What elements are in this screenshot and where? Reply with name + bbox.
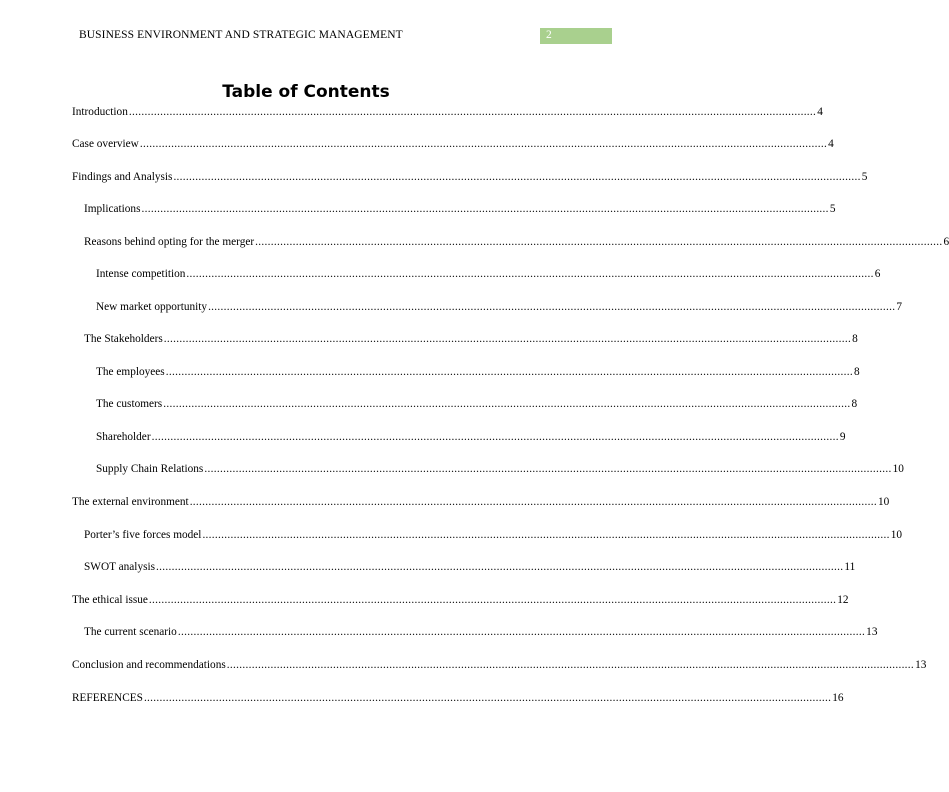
toc-entry-title: Reasons behind opting for the merger (84, 236, 255, 248)
toc-entry[interactable] (72, 691, 844, 705)
toc-entry-page: 4 (817, 106, 823, 118)
toc-leader-dots: ............................................................................................................................................................................................................................ (189, 496, 878, 508)
toc-title: Table of Contents (222, 82, 390, 102)
toc-entry-title: Porter’s five forces model (84, 529, 202, 541)
toc-leader-dots: ............................................................................................................................................................................................................................ (186, 268, 874, 280)
toc-entry[interactable] (96, 430, 846, 444)
toc-entry[interactable] (72, 105, 823, 119)
toc-entry[interactable] (96, 267, 881, 281)
running-header-title: BUSINESS ENVIRONMENT AND STRATEGIC MANAGEMENT (79, 29, 403, 41)
toc-entry-page: 16 (832, 692, 844, 704)
toc-leader-dots: ............................................................................................................................................................................................................................ (173, 171, 861, 183)
toc-entry[interactable] (96, 365, 860, 379)
toc-entry-page: 4 (828, 138, 834, 150)
toc-entry[interactable] (96, 397, 858, 411)
toc-entry-title: Shareholder (96, 431, 151, 443)
toc-entry[interactable] (72, 170, 868, 184)
toc-entry-page: 8 (852, 333, 858, 345)
toc-entry-page: 10 (890, 529, 903, 541)
toc-leader-dots: ............................................................................................................................................................................................................................ (204, 463, 892, 475)
toc-leader-dots: ............................................................................................................................................................................................................................ (255, 236, 943, 248)
toc-entry-page: 11 (844, 561, 856, 573)
page-number: 2 (546, 29, 552, 41)
toc-entry-title: The employees (96, 366, 165, 378)
toc-entry-title: The external environment (72, 496, 189, 508)
toc-entry-title: Case overview (72, 138, 139, 150)
toc-entry-title: Findings and Analysis (72, 171, 173, 183)
toc-entry-title: Introduction (72, 106, 128, 118)
toc-entry-title: Supply Chain Relations (96, 463, 204, 475)
toc-entry-title: SWOT analysis (84, 561, 156, 573)
toc-leader-dots: ............................................................................................................................................................................................................................ (202, 529, 890, 541)
toc-entry[interactable] (84, 625, 878, 639)
toc-entry-page: 13 (866, 626, 878, 638)
toc-entry-title: New market opportunity (96, 301, 208, 313)
toc-entry-page: 6 (874, 268, 881, 280)
toc-entry-page: 12 (837, 594, 849, 606)
toc-entry-title: Implications (84, 203, 141, 215)
toc-entry-page: 8 (851, 398, 858, 410)
toc-entry[interactable] (72, 593, 849, 607)
toc-entry-title: Conclusion and recommendations (72, 659, 226, 671)
toc-entry-page: 6 (943, 236, 949, 248)
toc-leader-dots: ............................................................................................................................................................................................................................ (151, 431, 839, 443)
toc-entry[interactable] (72, 658, 927, 672)
toc-entry-page: 8 (854, 366, 860, 378)
toc-leader-dots: ............................................................................................................................................................................................................................ (139, 138, 828, 150)
toc-entry-title: The ethical issue (72, 594, 148, 606)
toc-entry-title: The customers (96, 398, 163, 410)
toc-leader-dots: ............................................................................................................................................................................................................................ (177, 626, 866, 638)
toc-entry-title: The Stakeholders (84, 333, 163, 345)
toc-entry[interactable] (72, 137, 834, 151)
toc-leader-dots: ............................................................................................................................................................................................................................ (163, 333, 852, 345)
toc-leader-dots: ............................................................................................................................................................................................................................ (128, 106, 817, 118)
toc-leader-dots: ............................................................................................................................................................................................................................ (156, 561, 844, 573)
toc-entry-title: REFERENCES (72, 692, 143, 704)
toc-entry-page: 10 (878, 496, 890, 508)
toc-entry-page: 10 (892, 463, 904, 475)
toc-leader-dots: ............................................................................................................................................................................................................................ (208, 301, 896, 313)
toc-leader-dots: ............................................................................................................................................................................................................................ (165, 366, 854, 378)
toc-entry-page: 9 (839, 431, 846, 443)
toc-entry[interactable] (84, 332, 858, 346)
toc-leader-dots: ............................................................................................................................................................................................................................ (143, 692, 832, 704)
toc-leader-dots: ............................................................................................................................................................................................................................ (226, 659, 915, 671)
toc-entry[interactable] (84, 528, 903, 542)
toc-entry[interactable] (84, 235, 949, 249)
toc-entry[interactable] (96, 300, 903, 314)
toc-leader-dots: ............................................................................................................................................................................................................................ (163, 398, 851, 410)
toc-entry-page: 13 (915, 659, 927, 671)
toc-entry[interactable] (72, 495, 890, 509)
toc-entry-page: 5 (861, 171, 868, 183)
toc-entry[interactable] (96, 462, 904, 476)
toc-entry-page: 7 (896, 301, 903, 313)
toc-entry[interactable] (84, 560, 856, 574)
toc-entry-title: The current scenario (84, 626, 177, 638)
toc-entry[interactable] (84, 202, 836, 216)
toc-leader-dots: ............................................................................................................................................................................................................................ (141, 203, 829, 215)
toc-leader-dots: ............................................................................................................................................................................................................................ (148, 594, 837, 606)
toc-entry-page: 5 (829, 203, 836, 215)
toc-entry-title: Intense competition (96, 268, 186, 280)
